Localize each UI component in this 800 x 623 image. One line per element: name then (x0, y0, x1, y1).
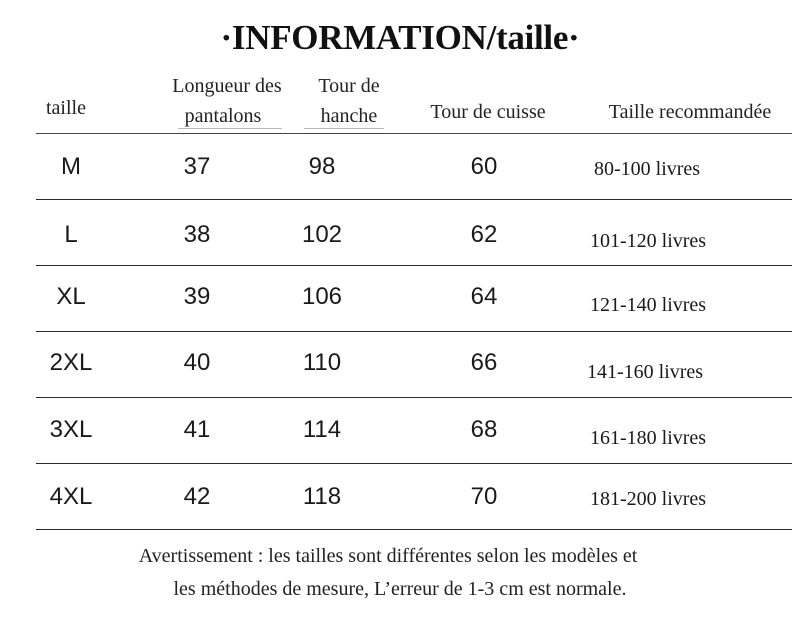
cell-length: 39 (183, 283, 211, 310)
cell-thigh: 64 (470, 283, 498, 310)
warning-note-line1: Avertissement : les tailles sont différentes selon les modèles et (138, 545, 638, 567)
cell-length: 42 (183, 483, 211, 510)
table-bottom-border (36, 529, 792, 530)
row-divider (36, 199, 792, 200)
cell-hip: 106 (301, 283, 343, 310)
row-divider (36, 397, 792, 398)
page-title: ·INFORMATION/taille· (220, 18, 580, 57)
cell-size: L (64, 221, 78, 248)
cell-size: XL (56, 283, 86, 310)
cell-size: 4XL (49, 483, 93, 510)
cell-hip: 114 (302, 416, 342, 443)
row-divider (36, 463, 792, 464)
header-size: taille (46, 97, 86, 119)
header-length (158, 74, 296, 129)
cell-size: 3XL (49, 416, 93, 443)
cell-thigh: 70 (470, 483, 498, 510)
header-hip-line1: Tour de (318, 75, 380, 97)
cell-hip: 98 (308, 153, 336, 180)
cell-recommended: 121-140 livres (590, 294, 707, 316)
header-hip-line2: hanche (320, 105, 378, 127)
cell-length: 40 (183, 349, 211, 376)
cell-length: 41 (183, 416, 211, 443)
cell-hip: 118 (302, 483, 342, 510)
header-hip-underline (304, 128, 384, 129)
cell-hip: 102 (301, 221, 343, 248)
cell-thigh: 66 (470, 349, 498, 376)
header-length-line2: pantalons (184, 105, 262, 127)
header-length-underline (178, 128, 282, 129)
cell-hip: 110 (302, 349, 342, 376)
cell-size: M (61, 153, 81, 180)
cell-recommended: 141-160 livres (587, 361, 704, 383)
cell-thigh: 68 (470, 416, 498, 443)
warning-note-line2: les méthodes de mesure, L’erreur de 1-3 cm est normale. (173, 578, 627, 600)
cell-recommended: 181-200 livres (590, 488, 707, 510)
row-divider (36, 331, 792, 332)
cell-thigh: 60 (470, 153, 498, 180)
cell-recommended: 101-120 livres (590, 230, 707, 252)
cell-recommended: 161-180 livres (590, 427, 707, 449)
header-thigh: Tour de cuisse (430, 101, 546, 123)
header-length-line1: Longueur des (172, 75, 282, 97)
cell-thigh: 62 (470, 221, 498, 248)
cell-recommended: 80-100 livres (594, 158, 701, 180)
row-divider (36, 265, 792, 266)
cell-length: 38 (183, 221, 211, 248)
cell-length: 37 (183, 153, 211, 180)
cell-size: 2XL (49, 349, 93, 376)
table-header-divider (36, 133, 792, 134)
header-hip (304, 74, 394, 129)
header-recommended: Taille recommandée (608, 101, 772, 123)
